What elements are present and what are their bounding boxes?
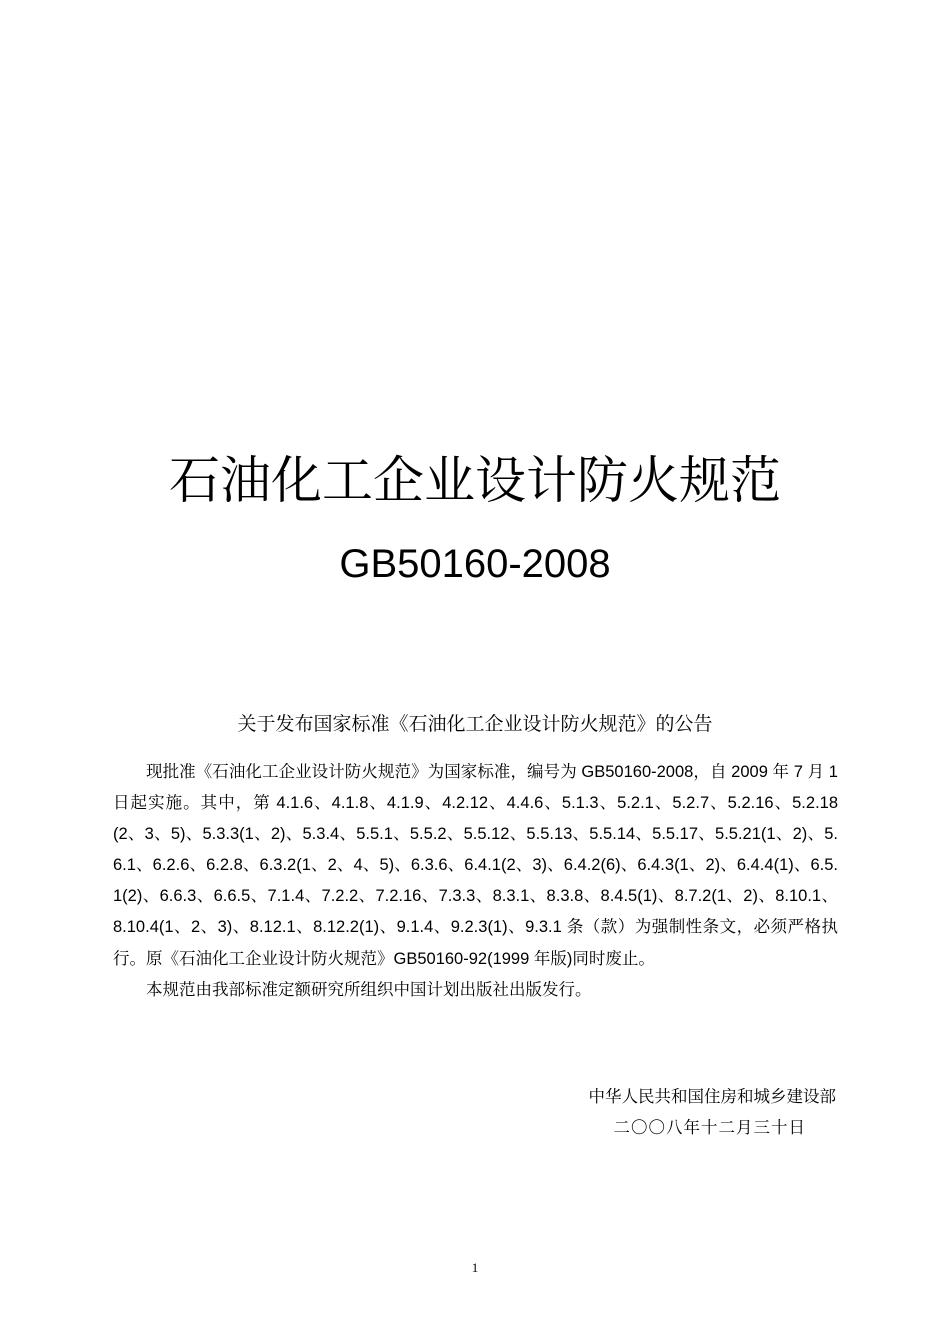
document-title: 石油化工企业设计防火规范 — [168, 452, 781, 511]
notice-paragraph-1: 现批准《石油化工企业设计防火规范》为国家标准，编号为 GB50160-2008，自 2009 年 7 月 1 日起实施。其中，第 4.1.6、4.1.8、4.1.9、4.2.12、4.4.6、5.1.3、5.2.1、5.2.7、5.2.16、5.2.18(2、3、5)、5.3.3(1、2)、5.3.4、5.5.1、5.5.2、5.5.12、5.5.13、5.5.14、5.5.17、5.5.21(1、2)、5.6.1、6.2.6、6.2.8、6.3.2(1、2、4、5)、6.3.6、6.4.1(2、3)、6.4.2(6)、6.4.3(1、2)、6.4.4(1)、6.5.1(2)、6.6.3、6.6.5、7.1.4、7.2.2、7.2.16、7.3.3、8.3.1、8.3.8、8.4.5(1)、8.7.2(1、2)、8.10.1、8.10.4(1、2、3)、8.12.1、8.12.2(1)、9.1.4、9.2.3(1)、9.3.1 条（款）为强制性条文，必须严格执行。原《石油化工企业设计防火规范》GB50160-92(1999 年版)同时废止。 — [113, 763, 838, 968]
signature-date: 二〇〇八年十二月三十日 — [613, 1118, 806, 1137]
standard-code: GB50160-2008 — [339, 542, 611, 586]
notice-paragraph-2: 本规范由我部标准定额研究所组织中国计划出版社出版发行。 — [146, 980, 592, 999]
page-number: 1 — [471, 1260, 479, 1275]
notice-body — [113, 757, 838, 1006]
signature-organization: 中华人民共和国住房和城乡建设部 — [588, 1087, 836, 1106]
notice-heading: 关于发布国家标准《石油化工企业设计防火规范》的公告 — [237, 713, 713, 735]
